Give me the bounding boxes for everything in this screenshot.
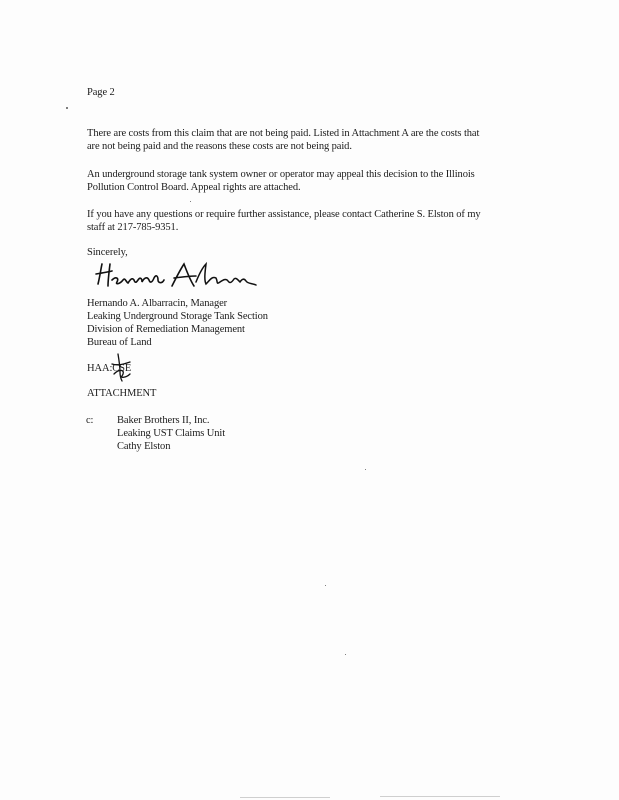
paragraph-contact-line-1: If you have any questions or require further assistance, please contact Catherine S. Elston of my bbox=[87, 209, 481, 220]
paragraph-appeal-line-1: An underground storage tank system owner or operator may appeal this decision to the Illinois bbox=[87, 169, 475, 180]
closing-salutation: Sincerely, bbox=[87, 247, 128, 258]
reference-initials: HAA:CSE bbox=[87, 363, 132, 374]
scan-speck bbox=[365, 469, 366, 470]
scan-speck bbox=[325, 585, 326, 586]
paragraph-costs-line-1: There are costs from this claim that are not being paid. Listed in Attachment A are the costs that bbox=[87, 128, 480, 139]
page-number: Page 2 bbox=[87, 87, 115, 98]
initials-handwritten-mark bbox=[108, 352, 132, 382]
scan-speck bbox=[190, 201, 191, 202]
signer-name-title: Hernando A. Albarracin, Manager bbox=[87, 298, 228, 309]
handwritten-signature bbox=[92, 258, 262, 294]
signer-section: Leaking Underground Storage Tank Section bbox=[87, 311, 268, 322]
scan-speck bbox=[66, 107, 68, 109]
cc-recipient-2: Leaking UST Claims Unit bbox=[117, 428, 226, 439]
signer-bureau: Bureau of Land bbox=[87, 337, 152, 348]
paragraph-contact-line-2: staff at 217-785-9351. bbox=[87, 222, 179, 233]
paragraph-costs-line-2: are not being paid and the reasons these costs are not being paid. bbox=[87, 141, 352, 152]
cc-label: c: bbox=[86, 415, 94, 426]
paragraph-appeal-line-2: Pollution Control Board. Appeal rights are attached. bbox=[87, 182, 301, 193]
signer-division: Division of Remediation Management bbox=[87, 324, 245, 335]
cc-recipient-1: Baker Brothers II, Inc. bbox=[117, 415, 210, 426]
scan-edge-line bbox=[240, 797, 330, 798]
cc-recipient-3: Cathy Elston bbox=[117, 441, 171, 452]
attachment-label: ATTACHMENT bbox=[87, 388, 157, 399]
scan-edge-line bbox=[380, 796, 500, 797]
scan-speck bbox=[345, 654, 346, 655]
